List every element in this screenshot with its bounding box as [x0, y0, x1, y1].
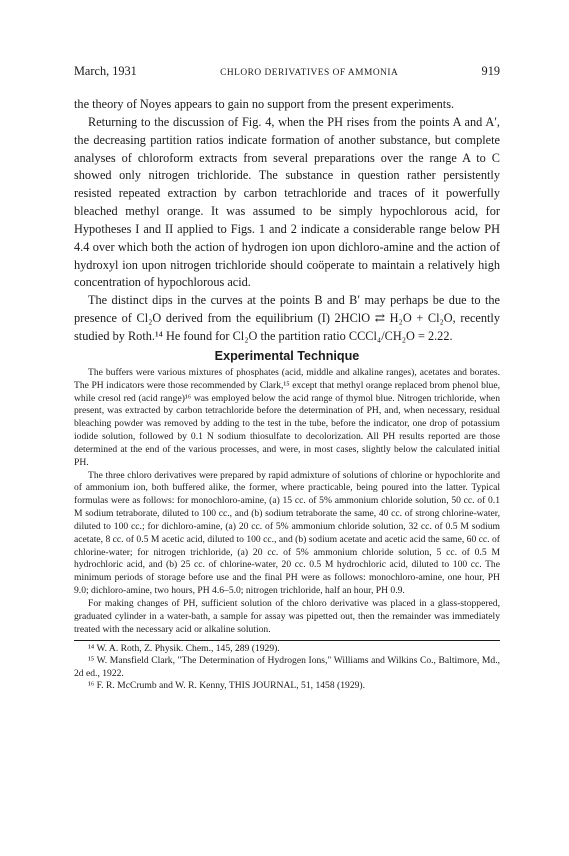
main-text: [74, 96, 500, 346]
header-date: March, 1931: [74, 64, 137, 78]
paragraph-dips: The distinct dips in the curves at the points B and B′ may perhaps be due to the presence of Cl₂O derived from the equilibrium (I) 2HClO ⇄ H₂O + Cl₂O, recently studied by Roth.¹⁴ He found for Cl₂O the partition ratio CCCl₄/CH₂O = 2.22.: [74, 293, 500, 343]
paragraph-buffers: The buffers were various mixtures of phosphates (acid, middle and alkaline ranges), acetates and borates. The PH indicators were those recommended by Clark,¹⁵ except that methyl orange replaced brom phenol blue, while cresol red (acid range)¹⁶ was employed below the acid range of thymol blue. Nitrogen trichloride, when present, was extracted by carbon tetrachloride before the determination of PH, and, when necessary, residual bleaching powder was removed by adding to the test in the tube, before the indicator, one drop of potassium iodide solution, followed by 0.1 N sodium thiosulfate to decolorization. All PH results reported are those determined at the end of the various processes, and were, in most cases, slightly below the calculated initial PH.: [74, 366, 500, 468]
footnote-divider: [74, 640, 500, 641]
footnotes: [74, 643, 500, 693]
footnote-14: ¹⁴ W. A. Roth, Z. Physik. Chem., 145, 289 (1929).: [88, 642, 280, 654]
paragraph-fig4-discussion: Returning to the discussion of Fig. 4, when the PH rises from the points A and A′, the decreasing partition ratios indicate formation of another substance, but complete analyses of chloroform extracts from several preparations over the range A to C showed only nitrogen trichloride. The substance in question rather persistently resisted repeated extraction by carbon tetrachloride and traces of it powerfully bleached methyl orange. It was assumed to be simply hypochlorous acid, for Hypotheses I and II applied to Figs. 1 and 2 indicate a considerable range below PH 4.4 over which both the action of hydrogen ion upon dichloro-amine and the action of hydroxyl ion upon nitrogen trichloride should coöperate to maintain a relatively high concentration of hypochlorous acid.: [74, 114, 500, 290]
journal-page: [74, 64, 500, 693]
paragraph-ph-changes: For making changes of PH, sufficient solution of the chloro derivative was placed in a glass-stoppered, graduated cylinder in a water-bath, a sample for assay was pipetted out, then the remainder was immediately treated with the necessary acid or alkaline solution.: [74, 598, 500, 635]
page-number: 919: [481, 64, 500, 78]
running-header: [74, 64, 500, 80]
paragraph-preparation: The three chloro derivatives were prepared by rapid admixture of solutions of chlorine or hypochlorite and of ammonium ion, both buffered alike, the former, where practicable, being poured into the latter. Typical formulas were as follows: for monochloro-amine, (a) 15 cc. of 5% ammonium chloride solution, 50 cc. of 0.1 M sodium tetraborate, diluted to 100 cc., and (b) sodium tetraborate the same, 40 cc. of strong chlorine-water, diluted to 100 cc.; for dichloro-amine, (a) 20 cc. of 5% ammonium chloride solution, 32 cc. of 0.5 M sodium acetate, 8 cc. of 0.5 M acetic acid, diluted to 100 cc., and (b) sodium acetate and acetic acid the same, 60 cc. of chlorine-water; for nitrogen trichloride, (a) 20 cc. of 5% ammonium chloride solution, 5 cc. of 0.5 M hydrochloric acid, and (b) 25 cc. of chlorine-water, 20 cc. 0.5 M hydrochloric acid, diluted to 100 cc. The minimum periods of storage before use and the final PH were as follows: monochloro-amine, one hour, PH 9.0; dichloro-amine, two hours, PH 4.6–5.0; nitrogen trichloride, half an hour, PH 0.9.: [74, 469, 500, 597]
footnote-15: ¹⁵ W. Mansfield Clark, "The Determination of Hydrogen Ions," Williams and Wilkins Co., Baltimore, Md., 2d ed., 1922.: [74, 655, 500, 679]
footnote-16: ¹⁶ F. R. McCrumb and W. R. Kenny, THIS JOURNAL, 51, 1458 (1929).: [88, 680, 366, 692]
section-heading: Experimental Technique: [214, 348, 360, 363]
paragraph-continued: the theory of Noyes appears to gain no support from the present experiments.: [74, 97, 455, 111]
header-title: CHLORO DERIVATIVES OF AMMONIA: [220, 68, 399, 78]
experimental-section: [74, 367, 500, 637]
